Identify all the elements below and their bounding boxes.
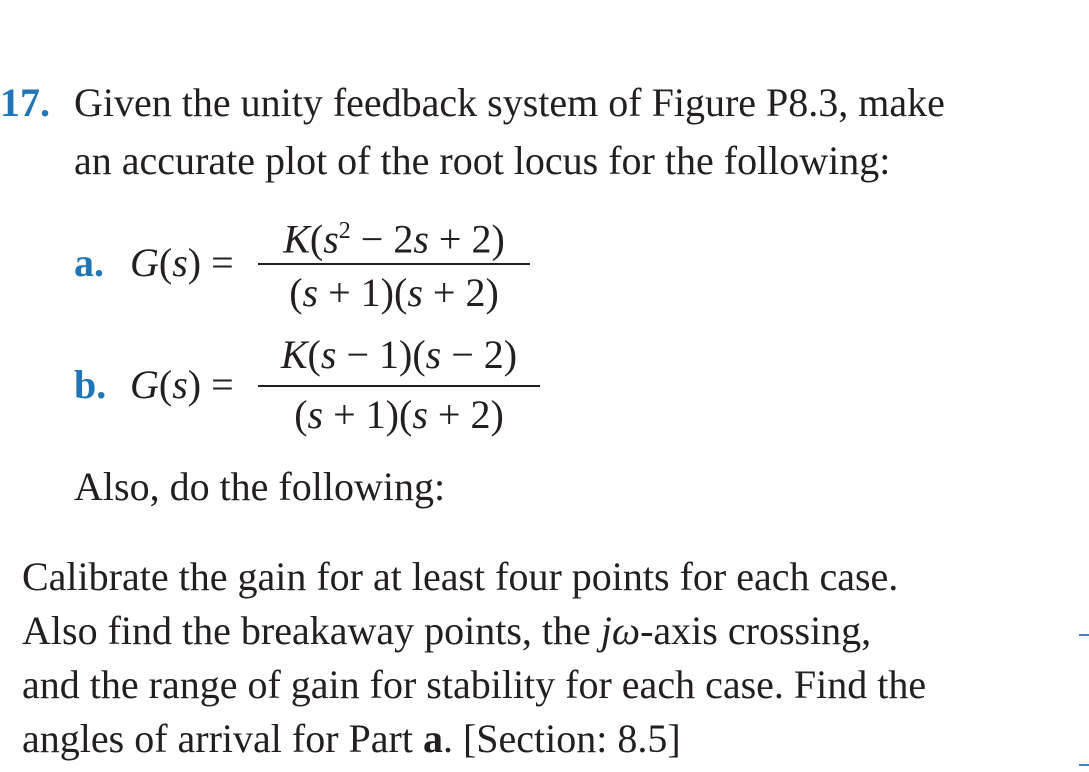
instructions-line-1: Calibrate the gain for at least four points for each case. xyxy=(22,554,899,599)
also-line: Also, do the following: xyxy=(74,464,446,509)
part-a-fraction-bar xyxy=(258,263,530,265)
instructions-line-4-pre: angles of arrival for Part xyxy=(22,716,423,761)
problem-number: 17. xyxy=(0,80,50,125)
edge-mark-1 xyxy=(1079,634,1089,636)
part-a-numerator: $K(s^2 - 2s + 2)$ xyxy=(283,216,505,262)
instructions-line-2-pre: Also find the breakaway points, the xyxy=(22,608,601,653)
instructions-line-3: and the range of gain for stability for each case. Find the xyxy=(22,662,927,707)
part-a-reference: a xyxy=(422,716,443,761)
problem-statement-line-1: Given the unity feedback system of Figure P8.3, make xyxy=(74,80,945,125)
part-b-denominator: (s + 1)(s + 2) xyxy=(294,392,504,437)
jw-term: jω xyxy=(600,608,641,653)
part-a-label: a. xyxy=(74,240,104,285)
part-b-lhs: G(s) = xyxy=(130,362,234,407)
problem-statement-line-2: an accurate plot of the root locus for the following: xyxy=(74,138,891,183)
edge-mark-2 xyxy=(1079,764,1089,766)
instructions-line-4-post: . [Section: 8.5] xyxy=(442,716,681,761)
instructions-line-2-post: -axis crossing, xyxy=(640,608,872,653)
instructions-line-2 xyxy=(22,604,871,658)
instructions-line-4 xyxy=(22,712,681,766)
part-a-denominator: (s + 1)(s + 2) xyxy=(289,270,499,315)
part-b-numerator: K(s − 1)(s − 2) xyxy=(280,332,518,377)
part-b-fraction-bar xyxy=(258,385,540,387)
part-b-label: b. xyxy=(74,362,107,407)
part-a-lhs: G(s) = xyxy=(130,240,234,285)
